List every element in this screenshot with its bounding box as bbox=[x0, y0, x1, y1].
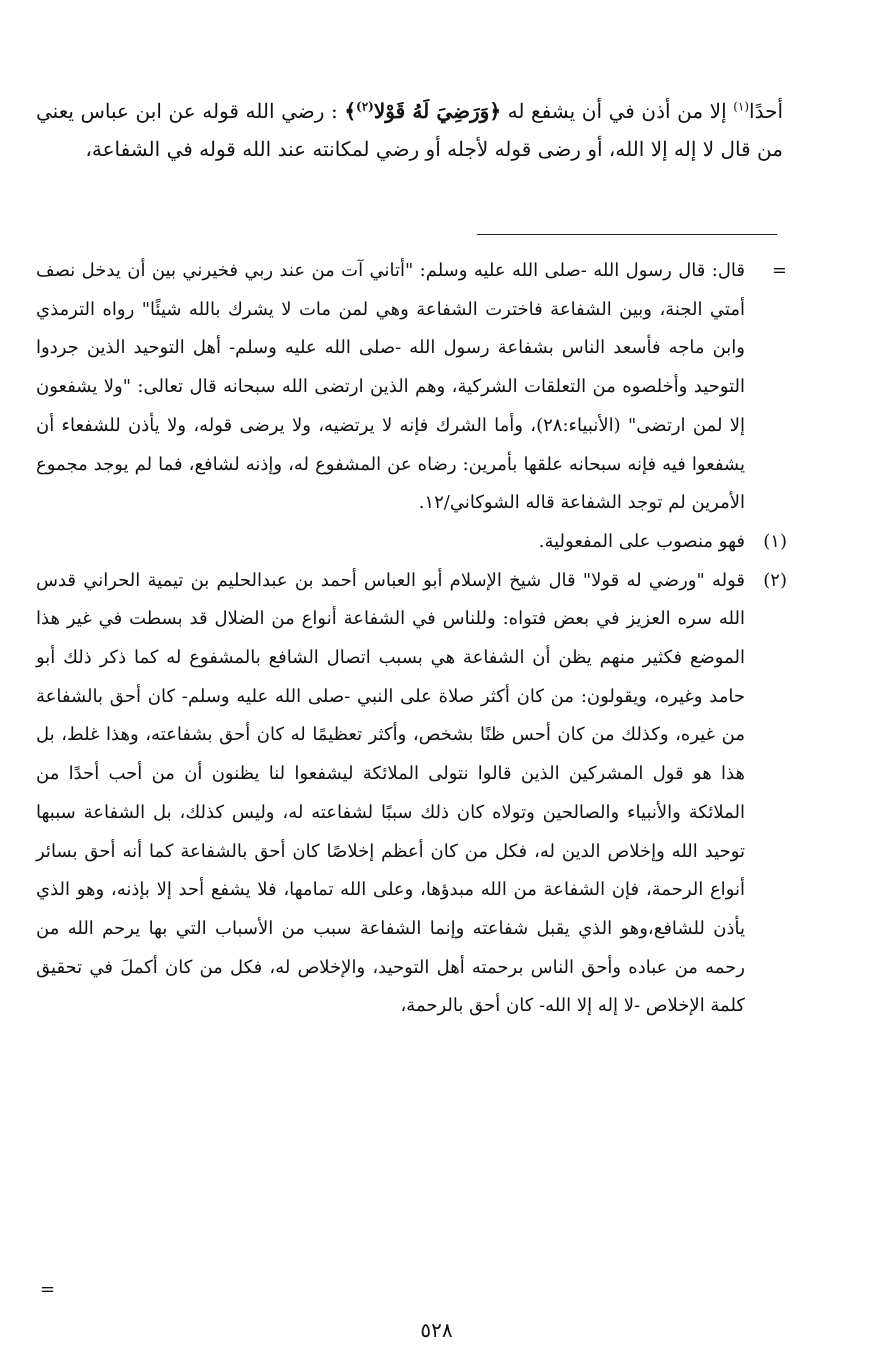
footnote-text: قال: قال رسول الله -صلى الله عليه وسلم: "أتاني آت من عند ربي فخيرني بين أن يدخل نصف أمتي الجنة، وبين الشفاعة فاخترت الشفاعة وهي لمن مات لا يشرك بالله شيئًا" رواه الترمذي وابن ماجه فأسعد الناس بشفاعة رسول الله -صلى الله عليه وسلم- أهل التوحيد الذين جردوا التوحيد وأخلصوه من التعلقات الشركية، وهم الذين ارتضى الله سبحانه قال تعالى: "ولا يشفعون إلا لمن ارتضى" (الأنبياء:٢٨)، وأما الشرك فإنه لا يرتضيه، ولا يرضى قوله، ولا يأذن للشفعاء أن يشفعوا فيه فإنه سبحانه علقها بأمرين: رضاه عن المشفوع له، وإذنه لشافع، فما لم يوجد مجموع الأمرين لم توجد الشفاعة قاله الشوكاني/١٢. bbox=[36, 260, 745, 514]
main-text bbox=[36, 92, 783, 168]
footnote-text: قوله "ورضي له قولا" قال شيخ الإسلام أبو العباس أحمد بن عبدالحليم بن تيمية الحراني قدس الله سره العزيز في بعض فتواه: وللناس في الشفاعة أنواع من الضلال قد بسطت في غير هذا الموضع فكثير منهم يظن أن الشفاعة هي بسبب اتصال الشافع بالمشفوع له كما ذكر ذلك أبو حامد وغيره، ويقولون: من كان أكثر صلاة على النبي -صلى الله عليه وسلم- كان أحق بالشفاعة من غيره، وكذلك من كان أحس ظنًا بشخص، وأكثر تعظيمًا له كان أحق بشفاعته، وهذا غلط، بل هذا هو قول المشركين الذين قالوا نتولى الملائكة ليشفعوا لنا يظنون أن من أحب أحدًا من الملائكة والأنبياء والصالحين وتولاه كان ذلك سببًا لشفاعته له، وليس كذلك، بل الشفاعة سببها توحيد الله وإخلاص الدين له، فكل من كان أعظم إخلاصًا كان أحق بالشفاعة كما أنه أحق بسائر أنواع الرحمة، فإن الشفاعة من الله مبدؤها، وعلى الله تمامها، فلا يشفع أحد إلا بإذنه، وهو الذي يأذن للشافع،وهو الذي يقبل شفاعته وإنما الشفاعة سبب من الأسباب التي بها يرحم الله من رحمه من عباده وأحق الناس برحمته أهل التوحيد، والإخلاص له، فكل من كان أكملَ في تحقيق كلمة الإخلاص -لا إله إلا الله- كان أحق بالرحمة، bbox=[36, 569, 745, 1017]
main-text-part1: أحدًا bbox=[749, 99, 784, 123]
footnote-1 bbox=[36, 523, 787, 562]
footnote-marker: (٢) bbox=[763, 569, 787, 591]
footnote-separator bbox=[477, 234, 777, 235]
main-text-part3: : رضي الله قوله عن ابن عباس يعني من قال لا إله إلا الله، أو رضى قوله لأجله أو رضي لمكانته عند الله قوله في الشفاعة، bbox=[36, 99, 783, 161]
footnote-ref-1: (١) bbox=[733, 99, 750, 114]
footnotes-section bbox=[36, 252, 787, 1026]
footnote-marker: = bbox=[771, 260, 787, 281]
main-text-part2: إلا من أذن في أن يشفع له bbox=[501, 99, 734, 123]
main-paragraph bbox=[36, 92, 783, 168]
footnote-2 bbox=[36, 562, 787, 1026]
quran-quote-text: ﴿وَرَضِيَ لَهُ قَوْلا bbox=[373, 99, 502, 123]
page-number: ٥٢٨ bbox=[420, 1318, 453, 1342]
quran-quote-close: ﴾ bbox=[344, 99, 357, 123]
footnote-continued bbox=[36, 252, 787, 523]
footnote-marker: (١) bbox=[763, 530, 787, 552]
footnote-text: فهو منصوب على المفعولية. bbox=[538, 530, 745, 552]
quran-quote bbox=[344, 99, 501, 123]
continuation-mark: = bbox=[40, 1279, 56, 1300]
footnote-ref-2: (٢) bbox=[356, 99, 374, 114]
